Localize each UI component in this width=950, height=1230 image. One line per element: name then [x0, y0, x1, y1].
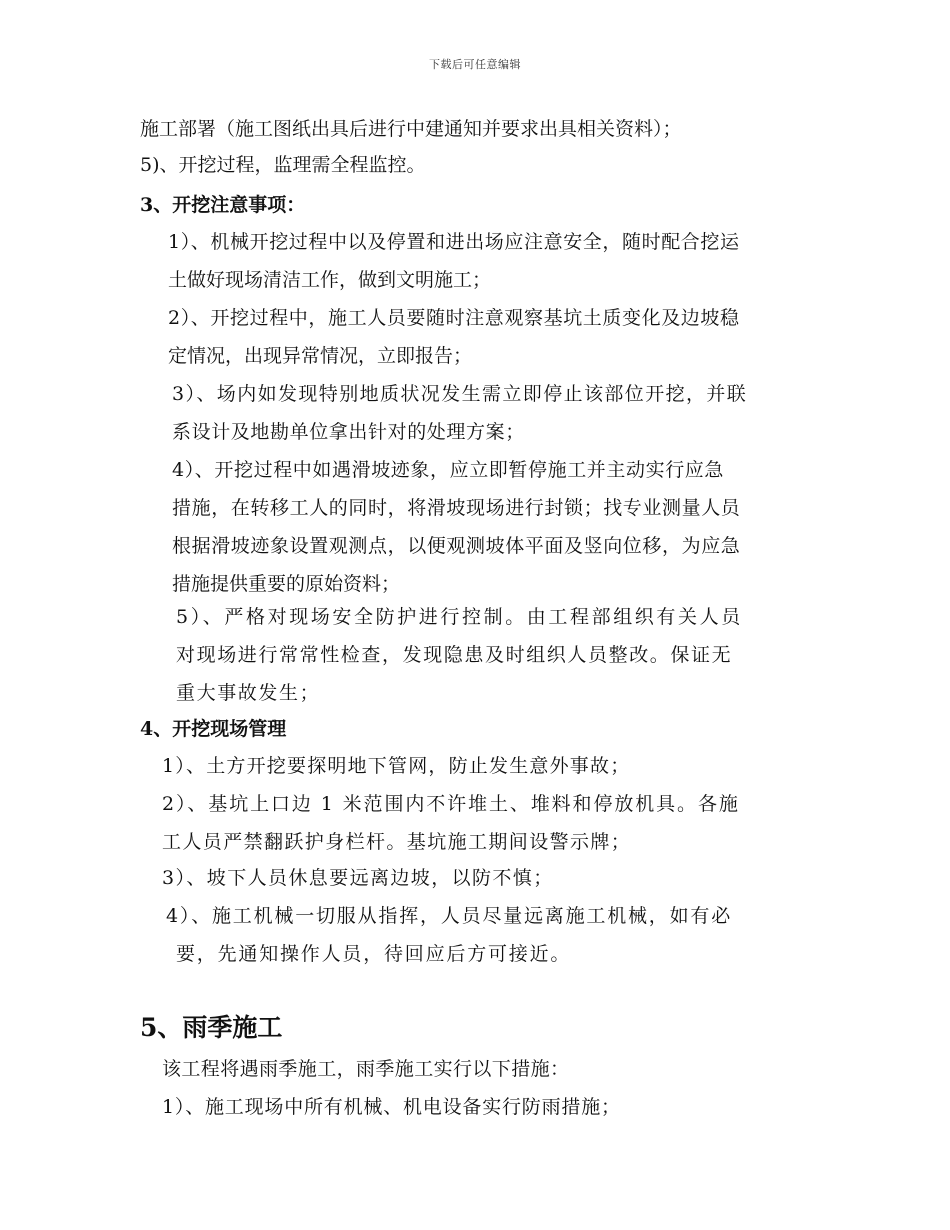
s3-item-5-line-1: 5）、严格对现场安全防护进行控制。由工程部组织有关人员	[176, 606, 743, 628]
section-3-heading: 3、开挖注意事项：	[140, 194, 306, 216]
s4-item-2-line-1: 2）、基坑上口边 1 米范围内不许堆土、堆料和停放机具。各施	[162, 793, 740, 815]
s4-item-3-line-1: 3）、坡下人员休息要远离边坡，以防不慎；	[162, 867, 554, 889]
s4-item-4-line-1: 4）、施工机械一切服从指挥，人员尽量远离施工机械，如有必	[166, 905, 732, 927]
s3-item-4-line-3: 根据滑坡迹象设置观测点，以便观测坡体平面及竖向位移，为应急	[172, 535, 741, 557]
s3-item-2-line-2: 定情况，出现异常情况，立即报告；	[168, 345, 473, 367]
s3-item-3-line-2: 系设计及地勘单位拿出针对的处理方案；	[172, 421, 525, 443]
s3-item-5-line-2: 对现场进行常常性检查，发现隐患及时组织人员整改。保证无	[176, 644, 733, 666]
s3-item-5-line-3: 重大事故发生；	[176, 682, 321, 704]
s3-item-3-line-1: 3）、场内如发现特别地质状况发生需立即停止该部位开挖，并联	[172, 383, 748, 405]
s4-item-4-line-2: 要，先通知操作人员，待回应后方可接近。	[176, 943, 572, 965]
header-note: 下载后可任意编辑	[429, 58, 521, 71]
s3-item-1-line-2: 土做好现场清洁工作，做到文明施工；	[168, 269, 492, 291]
section-4-heading: 4、开挖现场管理	[140, 718, 287, 740]
intro-line-2: 5)、开挖过程，监理需全程监控。	[140, 154, 426, 176]
s5-item-1: 1）、施工现场中所有机械、机电设备实行防雨措施；	[162, 1096, 621, 1118]
s3-item-4-line-1: 4）、开挖过程中如遇滑坡迹象，应立即暂停施工并主动实行应急	[172, 459, 724, 481]
s4-item-2-line-2: 工人员严禁翻跃护身栏杆。基坑施工期间设警示牌；	[162, 831, 632, 853]
s4-item-1-line-1: 1）、土方开挖要探明地下管网，防止发生意外事故；	[162, 755, 631, 777]
s3-item-2-line-1: 2）、开挖过程中，施工人员要随时注意观察基坑土质变化及边坡稳	[168, 307, 740, 329]
s3-item-4-line-2: 措施，在转移工人的同时，将滑坡现场进行封锁；找专业测量人员	[172, 497, 741, 519]
s3-item-1-line-1: 1）、机械开挖过程中以及停置和进出场应注意安全，随时配合挖运	[168, 231, 740, 253]
s5-intro: 该工程将遇雨季施工，雨季施工实行以下措施：	[162, 1058, 570, 1080]
s3-item-4-line-4: 措施提供重要的原始资料；	[172, 573, 401, 595]
intro-line-1: 施工部署（施工图纸出具后进行中建通知并要求出具相关资料）；	[140, 118, 682, 140]
section-5-heading: 5、雨季施工	[140, 1013, 283, 1042]
